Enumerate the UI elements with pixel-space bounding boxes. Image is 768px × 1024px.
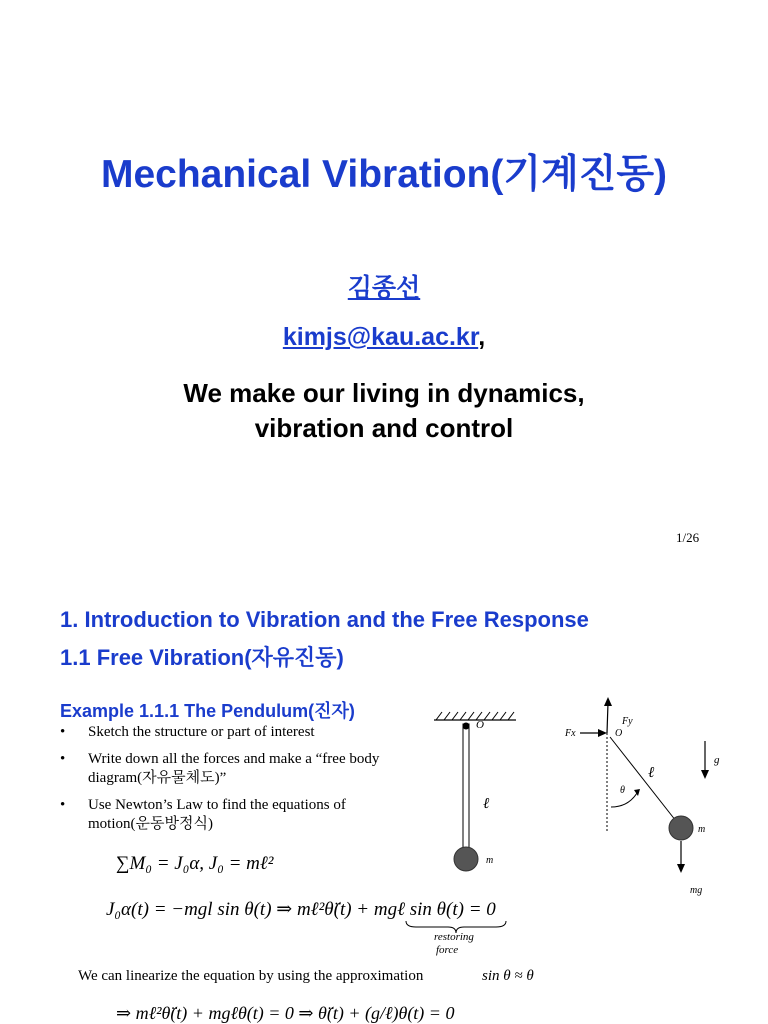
page-number: 1/26 bbox=[676, 530, 700, 545]
fy-arrowhead bbox=[604, 697, 612, 706]
theta-label: θ bbox=[620, 785, 625, 796]
restoring-label: restoring bbox=[434, 931, 474, 943]
linearize-note: We can linearize the equation by using the approximation bbox=[78, 968, 424, 984]
mass-label: m bbox=[486, 855, 494, 866]
pivot-label: O bbox=[476, 719, 484, 731]
moment-equation: ∑M₀ = J₀α, J₀ = mℓ² bbox=[116, 853, 274, 874]
gravity-label: g bbox=[714, 754, 720, 766]
weight-label: mg bbox=[690, 885, 703, 896]
subsection-title: 1.1 Free Vibration(자유진동) bbox=[60, 645, 344, 670]
bullet-text: Use Newton’s Law to find the equations of motion(운동방정식) bbox=[88, 797, 346, 832]
motto-line-1: We make our living in dynamics, bbox=[183, 378, 585, 408]
email-suffix: , bbox=[478, 323, 486, 351]
fx-label: Fx bbox=[565, 728, 576, 739]
angle-arc-head bbox=[634, 789, 640, 796]
slide-title: Mechanical Vibration(기계진동) bbox=[100, 153, 668, 196]
small-angle-approx: sin θ ≈ θ bbox=[482, 968, 534, 984]
pendulum-string bbox=[610, 737, 676, 821]
list-item: • Write down all the forces and make a “free body diagram(자유물체도)” bbox=[60, 751, 380, 786]
list-item: • Sketch the structure or part of interest bbox=[60, 724, 315, 740]
bullet-text: Sketch the structure or part of interest bbox=[88, 724, 315, 740]
list-item: • Use Newton’s Law to find the equations of motion(운동방정식) bbox=[60, 797, 346, 832]
pivot-point bbox=[463, 723, 470, 730]
pendulum-bob bbox=[454, 847, 478, 871]
fy-arrow bbox=[607, 703, 608, 733]
example-title: Example 1.1.1 The Pendulum(진자) bbox=[60, 701, 355, 721]
fy-label: Fy bbox=[622, 716, 633, 727]
motion-equation: J₀α(t) = −mgl sin θ(t) ⇒ mℓ²θ̈(t) + mgℓ sin θ(t) = 0 bbox=[106, 899, 496, 920]
author-email bbox=[0, 323, 768, 352]
pendulum-bob bbox=[669, 816, 693, 840]
pendulum-figure bbox=[426, 710, 536, 885]
gravity-arrowhead bbox=[701, 770, 709, 779]
author-name bbox=[0, 268, 768, 304]
motto bbox=[0, 376, 768, 446]
weight-arrowhead bbox=[677, 864, 685, 873]
pivot-label: O bbox=[615, 728, 623, 739]
mass-label: m bbox=[698, 824, 706, 835]
ceiling-support bbox=[434, 712, 516, 720]
author-link[interactable]: 김종선 bbox=[347, 274, 421, 302]
free-body-diagram bbox=[560, 697, 730, 907]
slide-2 bbox=[0, 575, 768, 1024]
length-label: ℓ bbox=[483, 796, 490, 812]
bullet-list bbox=[60, 723, 400, 842]
email-link[interactable]: kimjs@kau.ac.kr bbox=[282, 323, 479, 351]
fx-arrowhead bbox=[598, 729, 607, 737]
bullet-text: Write down all the forces and make a “free body diagram(자유물체도)” bbox=[88, 751, 380, 786]
linear-equation: ⇒ mℓ²θ̈(t) + mgℓθ(t) = 0 ⇒ θ̈(t) + (g/ℓ)θ(t) = 0 bbox=[116, 1003, 455, 1023]
length-label: ℓ bbox=[648, 765, 655, 781]
pendulum-rod bbox=[463, 724, 469, 852]
force-label: force bbox=[436, 944, 459, 956]
motto-line-2: vibration and control bbox=[254, 413, 514, 443]
section-title: 1. Introduction to Vibration and the Free Response bbox=[60, 607, 589, 632]
